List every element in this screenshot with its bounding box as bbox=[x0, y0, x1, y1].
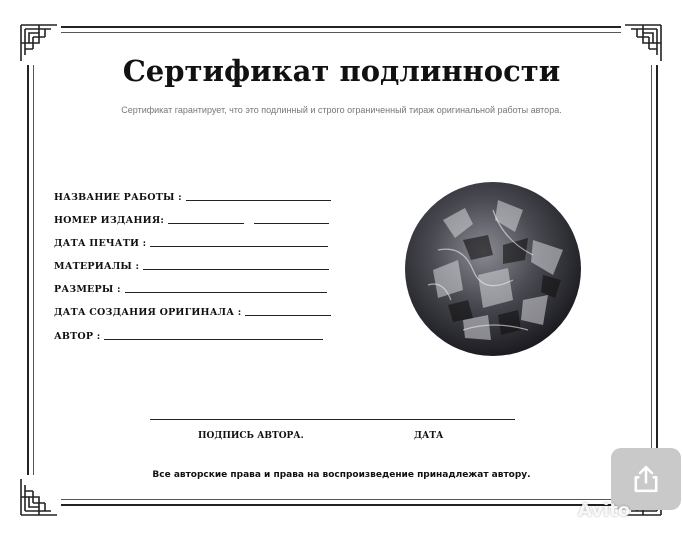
fill-line bbox=[104, 338, 323, 340]
field-original-date bbox=[54, 304, 331, 318]
fill-line bbox=[168, 222, 244, 224]
field-label: НОМЕР ИЗДАНИЯ: bbox=[54, 215, 165, 226]
fill-line bbox=[245, 314, 331, 316]
author-signature-label: ПОДПИСЬ АВТОРА. bbox=[198, 431, 304, 441]
signature-line bbox=[150, 419, 515, 420]
field-dimensions bbox=[54, 281, 327, 295]
corner-ornament-icon bbox=[17, 475, 61, 519]
certificate-subtitle: Сертификат гарантирует, что это подлинный и строго ограниченный тираж оригинальной работы автора. bbox=[121, 105, 562, 115]
field-label: МАТЕРИАЛЫ : bbox=[54, 261, 140, 272]
fill-line bbox=[254, 222, 329, 224]
avito-watermark: Avito bbox=[578, 500, 631, 521]
certificate-title: Сертификат подлинности bbox=[122, 54, 561, 88]
fill-line bbox=[186, 199, 331, 201]
copyright-notice: Все авторские права и права на воспроизведение принадлежат автору. bbox=[152, 470, 531, 480]
field-label: ДАТА СОЗДАНИЯ ОРИГИНАЛА : bbox=[54, 307, 242, 318]
fill-line bbox=[125, 291, 327, 293]
share-icon bbox=[629, 462, 663, 496]
field-label: АВТОР : bbox=[54, 331, 101, 342]
field-author bbox=[54, 328, 323, 342]
field-edition-number bbox=[54, 212, 329, 226]
metal-seal-image bbox=[403, 180, 583, 358]
field-artwork-title bbox=[54, 189, 331, 203]
field-label: ДАТА ПЕЧАТИ : bbox=[54, 238, 147, 249]
field-print-date bbox=[54, 235, 328, 249]
field-materials bbox=[54, 258, 329, 272]
date-label: ДАТА bbox=[414, 431, 444, 441]
field-label: РАЗМЕРЫ : bbox=[54, 284, 121, 295]
fill-line bbox=[143, 268, 329, 270]
fill-line bbox=[150, 245, 328, 247]
field-label: НАЗВАНИЕ РАБОТЫ : bbox=[54, 192, 182, 203]
